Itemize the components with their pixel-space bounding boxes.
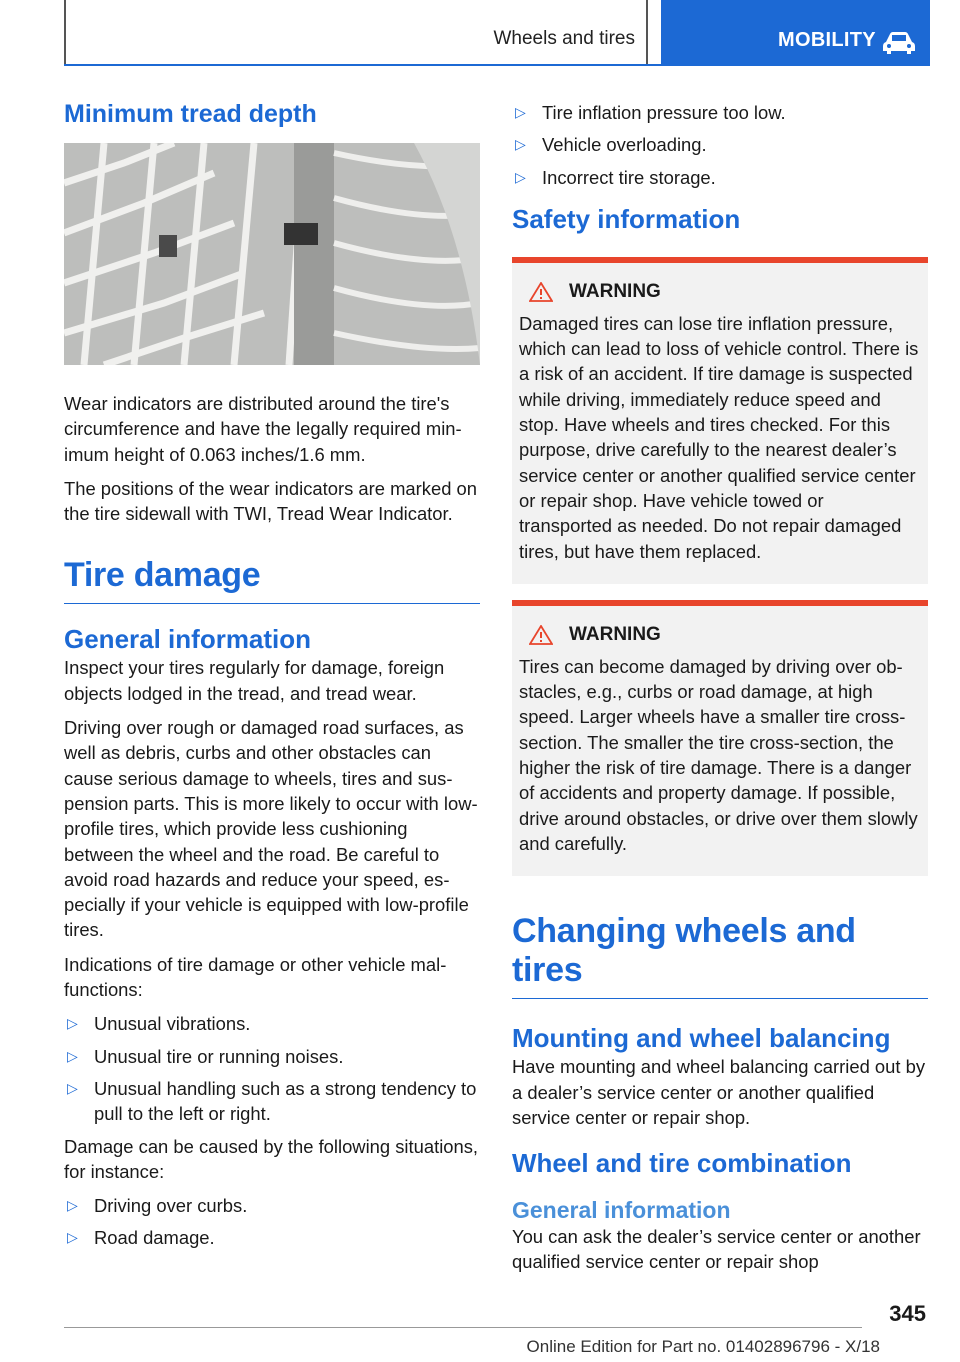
mobility-label: MOBILITY: [778, 29, 876, 51]
wear-paragraph-2: The positions of the wear indicators are marked on the tire sidewall with TWI, Tread Wear Indicator.: [64, 477, 477, 525]
wear-paragraph-1: Wear indicators are distributed around the tire's circumference and have the legally required minimum height of 0.063 inches/1.6 mm.: [64, 393, 462, 465]
triangle-bullet-icon: ▷: [515, 104, 526, 120]
tire-damage-heading: Tire damage: [64, 556, 480, 604]
tread-wear-indicator-image: [64, 143, 480, 365]
general-sub-paragraph: You can ask the dealer’s service center or another qualified service center or repair shop: [512, 1226, 921, 1273]
warning-text: Damaged tires can lose tire inflation pressure, which can lead to loss of vehicle control. There is a risk of an accident. If tire damage is suspected while driving, immediately reduce speed and stop. Have wheels and tires checked. For this purpose, drive carefully to the nearest dealer’s service center or another qualified service center or repair shop. Have vehicle towed or transported as needed. Do not repair damaged tires, but have them replaced.: [519, 312, 919, 562]
wheel-tire-combination-heading: Wheel and tire combination: [512, 1148, 852, 1179]
warning-text: Tires can become damaged by driving over obstacles, e.g., curbs or road damage, at high speed. Larger wheels have a smaller tire cross-section. The smaller the tire cross-section, the higher the risk of tire damage. There is a danger of accidents and property damage. If possible, drive around obstacles, or drive over them slowly and carefully.: [519, 655, 918, 854]
list-item: ▷ Unusual handling such as a strong tendency to pull to the left or right.: [67, 1077, 477, 1125]
triangle-bullet-icon: ▷: [67, 1229, 78, 1246]
list-item: ▷ Vehicle overloading.: [512, 132, 928, 157]
warning-title: WARNING: [569, 280, 661, 302]
changing-wheels-heading: Changing wheels and tires: [512, 912, 928, 999]
footer-rule: [64, 1327, 862, 1328]
mounting-balancing-heading: Mounting and wheel balancing: [512, 1023, 891, 1054]
triangle-bullet-icon: ▷: [67, 1047, 78, 1064]
list-item: ▷ Driving over curbs.: [64, 1193, 480, 1218]
triangle-bullet-icon: ▷: [515, 168, 526, 185]
general-information-heading: General information: [64, 624, 312, 655]
triangle-bullet-icon: ▷: [515, 136, 526, 153]
list-item: ▷ Tire inflation pressure too low.: [512, 100, 928, 125]
warning-triangle-icon: [529, 625, 553, 645]
indications-list: [64, 1011, 480, 1126]
warning-box-2: [512, 600, 928, 876]
causes-paragraph: Damage can be caused by the following situations, for instance:: [64, 1135, 479, 1182]
page-number: 345: [889, 1301, 926, 1326]
general-paragraph-1: Inspect your tires regularly for damage, foreign objects lodged in the tread, and tread wear.: [64, 657, 445, 704]
section-title: Wheels and tires: [493, 28, 635, 49]
mobility-badge: [661, 0, 930, 64]
list-item: ▷ Incorrect tire storage.: [512, 165, 928, 190]
triangle-bullet-icon: ▷: [67, 1015, 78, 1032]
triangle-bullet-icon: ▷: [67, 1197, 78, 1214]
car-icon: [881, 30, 917, 61]
list-item: ▷ Unusual tire or running noises.: [64, 1044, 480, 1069]
causes-list: [64, 1193, 480, 1251]
list-item: ▷ Road damage.: [64, 1225, 480, 1250]
general-information-subheading: General information: [512, 1197, 731, 1224]
triangle-bullet-icon: ▷: [67, 1079, 78, 1096]
edition-footer: Online Edition for Part no. 01402896796 - X/18: [526, 1337, 880, 1356]
list-item: ▷ Unusual vibrations.: [64, 1011, 480, 1036]
warning-box-1: [512, 257, 928, 584]
safety-information-heading: Safety information: [512, 203, 741, 234]
indications-paragraph: Indications of tire damage or other vehicle malfunctions:: [64, 953, 447, 1001]
general-paragraph-2: Driving over rough or damaged road surfaces, as well as debris, curbs and other obstacles can cause serious damage to wheels, tires and suspension parts. This is more likely to occur with low-profile tires, which provide less cushioning between the wheel and the road. Be careful to avoid road hazards and reduce your speed, especially if your vehicle is equipped with low-profile tires.: [64, 717, 478, 941]
warning-title: WARNING: [569, 623, 661, 645]
warning-triangle-icon: [529, 282, 553, 302]
mounting-paragraph: Have mounting and wheel balancing carried out by a dealer’s service center or another qualified service center or repair shop.: [512, 1056, 926, 1128]
left-column: [64, 100, 480, 1258]
header-rule: [64, 64, 930, 66]
min-tread-heading: Minimum tread depth: [64, 100, 317, 128]
causes-list-continued: [512, 100, 928, 190]
right-column: [512, 100, 928, 1284]
